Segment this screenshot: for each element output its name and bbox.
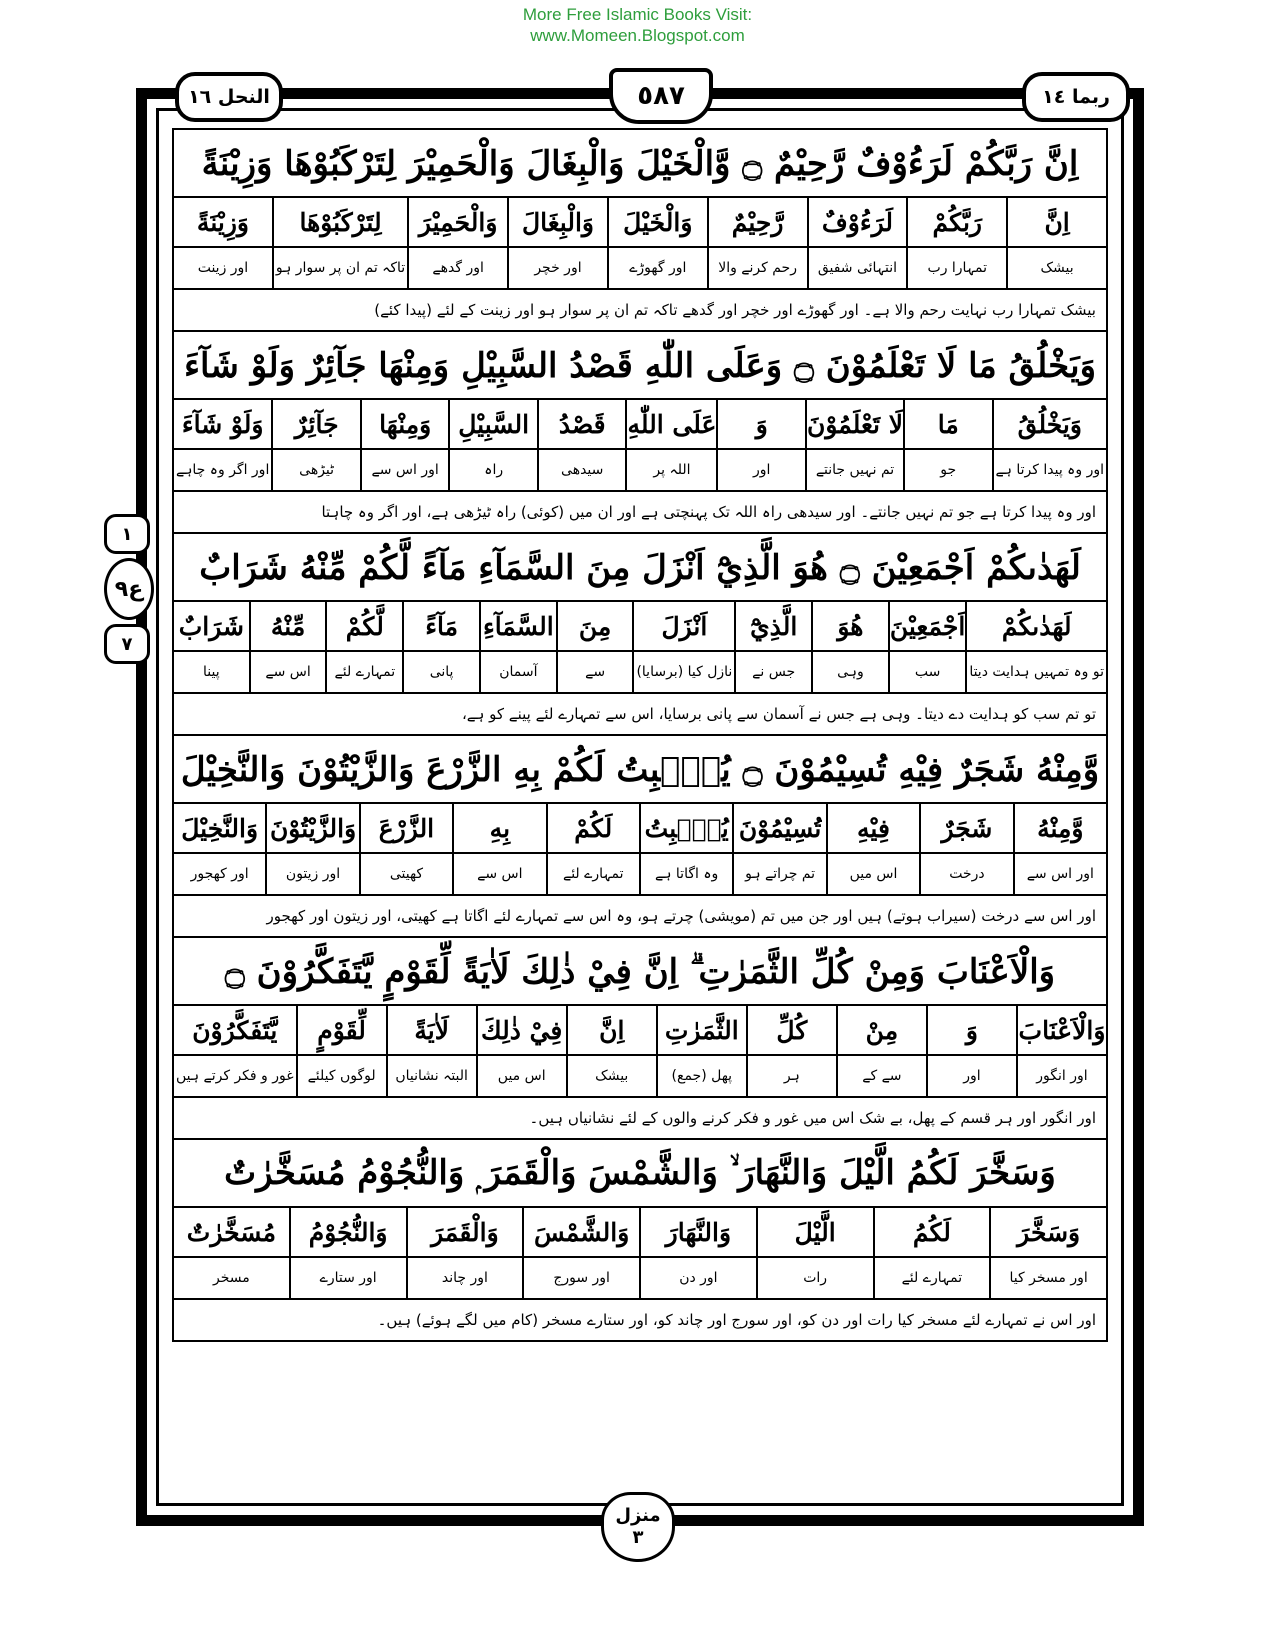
site-banner-line2: www.Momeen.Blogspot.com [530, 26, 745, 45]
word-cell [926, 1006, 1016, 1096]
word-urdu-meaning: پانی [429, 664, 454, 680]
word-urdu-meaning: بیشک [1040, 260, 1074, 276]
arabic-verse-line: لَهَدٰىكُمْ اَجْمَعِيْنَ ۝ هُوَ الَّذِيْٓ اَنْزَلَ مِنَ السَّمَآءِ مَآءً لَّكُمْ مِّنْهُ شَرَابٌ [174, 534, 1106, 602]
word-urdu-meaning: اور اس سے [371, 462, 439, 478]
word-arabic: يَّتَفَكَّرُوْنَ [174, 1006, 296, 1056]
word-cell [734, 602, 811, 692]
word-cell [632, 602, 734, 692]
word-cell [522, 1208, 639, 1298]
word-urdu-meaning: تمہارا رب [927, 260, 988, 276]
word-cell [566, 1006, 656, 1096]
word-arabic: شَرَابٌ [174, 602, 249, 652]
word-cell [965, 602, 1106, 692]
word-arabic: هُوَ [813, 602, 888, 652]
word-cell [716, 400, 805, 490]
para-label: ربما ١٤ [1022, 72, 1130, 122]
urdu-translation-line: اور انگور اور ہر قسم کے پھل، بے شک اس میں غور و فکر کرنے والوں کے لئے نشانیاں ہیں۔ [174, 1096, 1106, 1138]
word-cell [556, 602, 633, 692]
word-urdu-meaning: البتہ نشانیاں [395, 1068, 468, 1084]
word-urdu-meaning: غور و فکر کرتے ہیں [175, 1068, 294, 1084]
word-urdu-meaning: کھیتی [389, 866, 424, 882]
urdu-translation-line: اور اس سے درخت (سیراب ہوتے) ہیں اور جن میں تم (مویشی) چرتے ہو، وہ اس سے تمہارے لئے اگاتا ہے کھیتی، اور زیتون اور کھجور [174, 894, 1106, 936]
word-urdu-meaning: رات [803, 1270, 828, 1286]
word-grid [174, 1208, 1106, 1298]
word-cell [174, 602, 249, 692]
word-arabic: لَكُمْ [548, 804, 639, 854]
word-arabic: وَزِيْنَةً [174, 198, 272, 248]
word-arabic: وَيَخْلُقُ [994, 400, 1107, 450]
manzil-badge [601, 1492, 675, 1562]
word-grid [174, 198, 1106, 288]
verse-block [172, 128, 1108, 330]
word-cell [452, 804, 545, 894]
word-cell [174, 804, 265, 894]
manzil-label: منزل [615, 1505, 661, 1526]
word-cell [989, 1208, 1106, 1298]
verse-blocks [172, 128, 1108, 1342]
word-cell [639, 804, 732, 894]
arabic-verse-line: اِنَّ رَبَّكُمْ لَرَءُوْفٌ رَّحِيْمٌ ۝ وَّالْخَيْلَ وَالْبِغَالَ وَالْحَمِيْرَ لِتَرْكَبُوْهَا وَزِيْنَةً [174, 130, 1106, 198]
word-cell [811, 602, 888, 692]
word-arabic: وَالْخَيْلَ [609, 198, 707, 248]
word-grid [174, 1006, 1106, 1096]
word-urdu-meaning: بیشک [595, 1068, 629, 1084]
word-cell [1006, 198, 1106, 288]
word-urdu-meaning: درخت [949, 866, 985, 882]
word-cell [732, 804, 825, 894]
word-urdu-meaning: اس سے [265, 664, 311, 680]
word-arabic: السَّمَآءِ [481, 602, 556, 652]
word-arabic: مُسَخَّرٰتٌ [174, 1208, 289, 1258]
word-cell [507, 198, 607, 288]
marker-ruku: ع٩ [104, 558, 154, 620]
word-cell [479, 602, 556, 692]
word-urdu-meaning: سیدھی [561, 462, 604, 478]
verse-block [172, 330, 1108, 532]
word-cell [805, 400, 903, 490]
word-cell [407, 198, 507, 288]
word-arabic: مِنْ [838, 1006, 926, 1056]
word-arabic: لَاٰيَةً [388, 1006, 476, 1056]
word-urdu-meaning: سے [585, 664, 606, 680]
word-urdu-meaning: وہی [837, 664, 864, 680]
word-arabic: اِنَّ [1008, 198, 1106, 248]
word-arabic: السَّبِيْلِ [450, 400, 537, 450]
word-cell [625, 400, 716, 490]
word-cell [639, 1208, 756, 1298]
word-cell [826, 804, 919, 894]
verse-block [172, 734, 1108, 936]
word-urdu-meaning: اور ستارے [319, 1270, 377, 1286]
word-cell [386, 1006, 476, 1096]
word-arabic: عَلَى اللّٰهِ [627, 400, 716, 450]
site-banner-line1: More Free Islamic Books Visit: [522, 5, 753, 24]
word-urdu-meaning: ہر [783, 1068, 800, 1084]
word-arabic: وَالْقَمَرَ [408, 1208, 523, 1258]
word-cell [174, 1006, 296, 1096]
surah-label: النحل ١٦ [175, 72, 283, 122]
marker-1: ١ [104, 514, 150, 554]
word-cell [174, 400, 271, 490]
word-urdu-meaning: اور گھوڑے [629, 260, 687, 276]
word-urdu-meaning: اس سے [477, 866, 523, 882]
word-urdu-meaning: اور دن [679, 1270, 718, 1286]
word-cell [272, 198, 407, 288]
verse-block [172, 1138, 1108, 1342]
word-urdu-meaning: اور انگور [1036, 1068, 1088, 1084]
word-arabic: كُلِّ [748, 1006, 836, 1056]
arabic-verse-line: وَسَخَّرَ لَكُمُ الَّيْلَ وَالنَّهَارَ ۙ وَالشَّمْسَ وَالْقَمَرَ ۭ وَالنُّجُوْمُ مُسَخَّرٰتٌ [174, 1140, 1106, 1208]
word-arabic: شَجَرٌ [921, 804, 1012, 854]
word-arabic: لَكُمُ [875, 1208, 990, 1258]
word-arabic: مِنَ [558, 602, 633, 652]
word-arabic: الَّذِيْٓ [736, 602, 811, 652]
word-arabic: وَالنَّهَارَ [641, 1208, 756, 1258]
word-arabic: وَالْاَعْنَابَ [1018, 1006, 1106, 1056]
word-arabic: لَرَءُوْفٌ [809, 198, 907, 248]
word-urdu-meaning: جس نے [752, 664, 796, 680]
word-arabic: وَ [928, 1006, 1016, 1056]
word-arabic: رَبَّكُمْ [908, 198, 1006, 248]
word-grid [174, 400, 1106, 490]
word-urdu-meaning: پھل (جمع) [671, 1068, 733, 1084]
word-urdu-meaning: تمہارے لئے [901, 1270, 963, 1286]
word-cell [903, 400, 992, 490]
arabic-verse-line: وَالْاَعْنَابَ وَمِنْ كُلِّ الثَّمَرٰتِ ۗ اِنَّ فِيْ ذٰلِكَ لَاٰيَةً لِّقَوْمٍ يَّتَفَكَّرُوْنَ ۝ [174, 938, 1106, 1006]
word-arabic: وَ [718, 400, 805, 450]
word-cell [756, 1208, 873, 1298]
word-urdu-meaning: اس میں [497, 1068, 546, 1084]
word-arabic: وَلَوْ شَآءَ [174, 400, 271, 450]
word-urdu-meaning: اس میں [849, 866, 898, 882]
word-cell [707, 198, 807, 288]
word-arabic: وَالنَّخِيْلَ [174, 804, 265, 854]
word-cell [406, 1208, 523, 1298]
word-urdu-meaning: سے کے [862, 1068, 902, 1084]
word-arabic: الثَّمَرٰتِ [658, 1006, 746, 1056]
word-cell [359, 804, 452, 894]
word-urdu-meaning: جو [940, 462, 957, 478]
word-urdu-meaning: راہ [484, 462, 504, 478]
word-cell [249, 602, 326, 692]
word-arabic: الزَّرْعَ [361, 804, 452, 854]
word-cell [448, 400, 537, 490]
word-cell [1013, 804, 1106, 894]
word-urdu-meaning: اللہ پر [653, 462, 691, 478]
word-urdu-meaning: اور زیتون [285, 866, 341, 882]
word-urdu-meaning: اور چاند [441, 1270, 488, 1286]
word-arabic: لِّقَوْمٍ [298, 1006, 386, 1056]
word-arabic: لِتَرْكَبُوْهَا [274, 198, 407, 248]
site-banner [0, 4, 1275, 46]
word-urdu-meaning: تم نہیں جانتے [815, 462, 895, 478]
word-cell [836, 1006, 926, 1096]
word-cell [807, 198, 907, 288]
word-urdu-meaning: تمہارے لئے [562, 866, 624, 882]
word-cell [271, 400, 360, 490]
word-cell [174, 198, 272, 288]
word-cell [992, 400, 1107, 490]
word-urdu-meaning: اور کھجور [190, 866, 249, 882]
word-arabic: وَالشَّمْسَ [524, 1208, 639, 1258]
word-urdu-meaning: تاکہ تم ان پر سوار ہو [275, 260, 406, 276]
word-urdu-meaning: اور [963, 1068, 981, 1084]
manzil-number: ٣ [632, 1527, 644, 1548]
word-cell [873, 1208, 990, 1298]
word-urdu-meaning: تو وہ تمہیں ہدایت دیتا [969, 664, 1104, 680]
word-arabic: قَصْدُ [539, 400, 626, 450]
urdu-translation-line: اور اس نے تمہارے لئے مسخر کیا رات اور دن کو، اور سورج اور چاند کو، اور ستارے مسخر (کام میں لگے ہوئے) ہیں۔ [174, 1298, 1106, 1340]
word-arabic: وَمِنْهَا [362, 400, 449, 450]
word-urdu-meaning: پینا [203, 664, 220, 680]
arabic-verse-line: وَّمِنْهُ شَجَرٌ فِيْهِ تُسِيْمُوْنَ ۝ يُنْۢبِتُ لَكُمْ بِهِ الزَّرْعَ وَالزَّيْتُوْنَ وَالنَّخِيْلَ [174, 736, 1106, 804]
word-urdu-meaning: اور اس سے [1026, 866, 1094, 882]
word-arabic: اَجْمَعِيْنَ [890, 602, 966, 652]
marker-2: ٧ [104, 624, 150, 664]
word-cell [1016, 1006, 1106, 1096]
word-cell [888, 602, 966, 692]
word-cell [325, 602, 402, 692]
word-arabic: وَسَخَّرَ [991, 1208, 1106, 1258]
verse-block [172, 532, 1108, 734]
word-urdu-meaning: تمہارے لئے [334, 664, 396, 680]
word-urdu-meaning: اور اگر وہ چاہے [176, 462, 270, 478]
page-number: ٥٨٧ [609, 68, 713, 124]
word-arabic: اَنْزَلَ [634, 602, 734, 652]
word-cell [919, 804, 1012, 894]
urdu-translation-line: بیشک تمہارا رب نہایت رحم والا ہے۔ اور گھوڑے اور خچر اور گدھے تاکہ تم ان پر سوار ہو اور زینت کے لئے (پیدا کئے) [174, 288, 1106, 330]
word-arabic: يُنْۢبِتُ [641, 804, 732, 854]
word-cell [265, 804, 358, 894]
word-urdu-meaning: رحم کرنے والا [718, 260, 797, 276]
word-arabic: وَالزَّيْتُوْنَ [267, 804, 358, 854]
word-arabic: بِهِ [454, 804, 545, 854]
word-arabic: رَّحِيْمٌ [709, 198, 807, 248]
word-cell [289, 1208, 406, 1298]
word-cell [476, 1006, 566, 1096]
arabic-verse-line: وَيَخْلُقُ مَا لَا تَعْلَمُوْنَ ۝ وَعَلَى اللّٰهِ قَصْدُ السَّبِيْلِ وَمِنْهَا جَآئِرٌ وَلَوْ شَآءَ [174, 332, 1106, 400]
word-arabic: اِنَّ [568, 1006, 656, 1056]
urdu-translation-line: اور وہ پیدا کرتا ہے جو تم نہیں جانتے۔ اور سیدھی راہ اللہ تک پہنچتی ہے اور ان میں (کوئی) راہ ٹیڑھی ہے، اور اگر وہ چاہتا [174, 490, 1106, 532]
word-arabic: الَّيْلَ [758, 1208, 873, 1258]
word-urdu-meaning: سب [914, 664, 941, 680]
word-urdu-meaning: نازل کیا (برسایا) [636, 664, 733, 680]
word-cell [402, 602, 479, 692]
word-grid [174, 602, 1106, 692]
urdu-translation-line: تو تم سب کو ہدایت دے دیتا۔ وہی ہے جس نے آسمان سے پانی برسایا، اس سے تمہارے لئے پینے کو ہے، [174, 692, 1106, 734]
word-arabic: تُسِيْمُوْنَ [734, 804, 825, 854]
word-arabic: جَآئِرٌ [273, 400, 360, 450]
word-arabic: لَا تَعْلَمُوْنَ [807, 400, 903, 450]
word-urdu-meaning: مسخر [213, 1270, 250, 1286]
word-cell [906, 198, 1006, 288]
word-arabic: وَالْبِغَالَ [509, 198, 607, 248]
word-arabic: مِّنْهُ [251, 602, 326, 652]
word-arabic: وَّمِنْهُ [1015, 804, 1106, 854]
word-urdu-meaning: اور سورج [553, 1270, 610, 1286]
word-urdu-meaning: آسمان [499, 664, 538, 680]
word-cell [174, 1208, 289, 1298]
word-grid [174, 804, 1106, 894]
word-urdu-meaning: اور زینت [197, 260, 249, 276]
word-cell [537, 400, 626, 490]
word-cell [607, 198, 707, 288]
word-arabic: وَالنُّجُوْمُ [291, 1208, 406, 1258]
word-arabic: فِيْ ذٰلِكَ [478, 1006, 566, 1056]
word-urdu-meaning: انتہائی شفیق [817, 260, 898, 276]
word-arabic: لَّكُمْ [327, 602, 402, 652]
word-urdu-meaning: اور خچر [534, 260, 582, 276]
word-arabic: فِيْهِ [828, 804, 919, 854]
word-urdu-meaning: ٹیڑھی [299, 462, 335, 478]
verse-block [172, 936, 1108, 1138]
word-urdu-meaning: اور مسخر کیا [1009, 1270, 1088, 1286]
word-arabic: لَهَدٰىكُمْ [967, 602, 1106, 652]
word-arabic: مَآءً [404, 602, 479, 652]
word-cell [296, 1006, 386, 1096]
word-cell [656, 1006, 746, 1096]
word-urdu-meaning: اور وہ پیدا کرتا ہے [995, 462, 1104, 478]
word-arabic: مَا [905, 400, 992, 450]
ruku-markers [104, 514, 156, 668]
word-urdu-meaning: اور [753, 462, 771, 478]
word-cell [746, 1006, 836, 1096]
word-arabic: وَالْحَمِيْرَ [409, 198, 507, 248]
word-cell [546, 804, 639, 894]
word-urdu-meaning: تم چراتے ہو [745, 866, 816, 882]
word-cell [360, 400, 449, 490]
word-urdu-meaning: اور گدھے [432, 260, 484, 276]
word-urdu-meaning: لوگوں کیلئے [307, 1068, 376, 1084]
word-urdu-meaning: وہ اگاتا ہے [655, 866, 719, 882]
